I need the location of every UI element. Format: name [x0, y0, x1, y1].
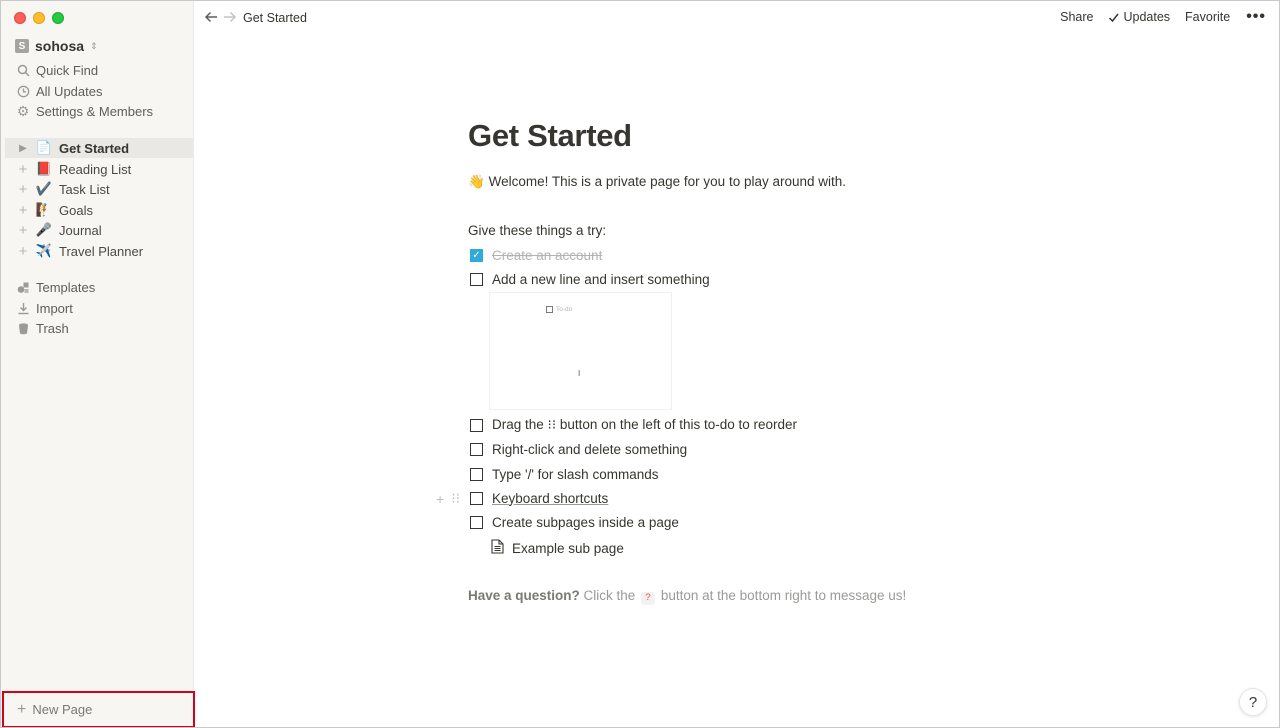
new-page-label: New Page — [32, 702, 93, 717]
sidebar-item-label: Import — [36, 300, 73, 316]
sidebar-import[interactable] — [1, 298, 193, 318]
todo-item — [468, 512, 679, 532]
add-block-plus-icon[interactable]: + — [436, 490, 445, 507]
todo-label[interactable]: Type '/' for slash commands — [492, 466, 659, 482]
more-options-button[interactable]: ••• — [1246, 8, 1266, 25]
updates-label: Updates — [1123, 10, 1171, 24]
help-hint[interactable] — [468, 588, 906, 605]
sidebar-item-label: All Updates — [36, 83, 103, 99]
trash-icon — [16, 321, 30, 335]
sidebar-page-label: Task List — [59, 181, 110, 197]
sidebar-item-label: Settings & Members — [36, 103, 154, 119]
workspace-name: sohosa — [35, 38, 85, 54]
todo-label[interactable]: Drag the ⁝⁝ button on the left of this to-do to reorder — [492, 417, 798, 432]
maximize-window-button[interactable] — [52, 12, 64, 24]
airplane-icon: ✈️ — [35, 243, 53, 258]
gear-icon: ⚙ — [16, 102, 30, 119]
subpage-link[interactable] — [491, 538, 624, 558]
sidebar-page-reading-list[interactable] — [5, 159, 193, 179]
text-cursor-icon: I — [578, 369, 581, 378]
import-icon — [16, 301, 30, 315]
todo-item — [468, 415, 797, 435]
sidebar-templates[interactable] — [1, 277, 193, 297]
help-button[interactable]: ? — [1239, 688, 1267, 716]
triangle-right-icon[interactable]: ▶ — [19, 142, 27, 154]
todo-label[interactable]: Create an account — [492, 247, 603, 263]
checkbox[interactable] — [470, 516, 483, 529]
todo-label-link[interactable]: Keyboard shortcuts — [492, 490, 609, 506]
sidebar-settings-members[interactable] — [1, 101, 193, 121]
sidebar-page-travel-planner[interactable] — [5, 241, 193, 261]
favorite-button[interactable]: Favorite — [1185, 10, 1231, 24]
checkmark-icon — [1108, 12, 1119, 23]
sidebar-page-label: Journal — [59, 222, 102, 238]
checkbox[interactable] — [470, 443, 483, 456]
search-icon — [16, 63, 30, 77]
welcome-label: Welcome! This is a private page for you to play around with. — [488, 174, 847, 189]
sidebar-item-label: Quick Find — [36, 62, 99, 78]
checkbox-checked[interactable]: ✓ — [470, 249, 483, 262]
hint-text-pre: Click the — [583, 588, 636, 603]
workspace-switcher[interactable] — [15, 38, 98, 54]
todo-item — [468, 488, 608, 508]
sidebar-page-get-started[interactable] — [5, 138, 193, 158]
hint-heading: Have a question? — [468, 588, 580, 603]
block-controls — [436, 490, 460, 507]
question-key: ? — [641, 592, 655, 605]
checkbox[interactable] — [470, 273, 483, 286]
share-button[interactable]: Share — [1060, 10, 1094, 24]
checkbox[interactable] — [470, 468, 483, 481]
sidebar-page-label: Travel Planner — [59, 243, 144, 259]
sidebar-item-label: Trash — [36, 320, 69, 336]
sidebar — [1, 1, 194, 728]
back-arrow-icon[interactable] — [204, 10, 220, 26]
topbar — [194, 1, 1280, 35]
welcome-text[interactable] — [468, 174, 846, 190]
mini-todo — [546, 306, 572, 313]
chevron-updown-icon: ⇕ — [90, 40, 98, 51]
clock-icon — [16, 84, 30, 98]
try-heading[interactable]: Give these things a try: — [468, 223, 607, 238]
templates-icon — [16, 280, 30, 294]
sidebar-page-label: Get Started — [59, 140, 130, 156]
wave-icon: 👋 — [468, 174, 485, 189]
sidebar-trash[interactable] — [1, 318, 193, 338]
top-actions — [1045, 10, 1266, 24]
close-window-button[interactable] — [14, 12, 26, 24]
minimize-window-button[interactable] — [33, 12, 45, 24]
sidebar-quick-find[interactable] — [1, 60, 193, 80]
drag-handle-icon[interactable]: ⁝⁝ — [451, 490, 461, 506]
window-controls — [14, 12, 64, 24]
book-icon: 📕 — [35, 161, 53, 176]
updates-button[interactable] — [1108, 10, 1170, 24]
forward-arrow-icon[interactable] — [223, 10, 239, 26]
sidebar-page-journal[interactable] — [5, 220, 193, 240]
sidebar-page-task-list[interactable] — [5, 179, 193, 199]
plus-icon[interactable]: + — [18, 201, 28, 219]
todo-label[interactable]: Add a new line and insert something — [492, 271, 710, 287]
plus-icon[interactable]: + — [18, 221, 28, 239]
mini-todo-label: To-do — [556, 306, 573, 313]
sidebar-page-label: Reading List — [59, 161, 132, 177]
microphone-icon: 🎤 — [35, 222, 53, 237]
sidebar-all-updates[interactable] — [1, 81, 193, 101]
plus-icon[interactable]: + — [18, 180, 28, 198]
checkmark-icon: ✔️ — [35, 181, 53, 196]
hint-text-post: button at the bottom right to message us! — [660, 588, 907, 603]
sidebar-page-goals[interactable] — [5, 200, 193, 220]
document-icon — [491, 539, 504, 557]
todo-item — [468, 245, 602, 265]
climber-icon: 🧗 — [35, 202, 53, 217]
page-title[interactable]: Get Started — [468, 118, 632, 153]
document-icon: 📄 — [35, 140, 53, 155]
breadcrumb[interactable]: Get Started — [243, 11, 307, 25]
todo-item — [468, 269, 710, 289]
workspace-avatar: S — [15, 39, 29, 53]
sidebar-item-label: Templates — [36, 279, 96, 295]
todo-item — [468, 439, 687, 459]
todo-item — [468, 464, 658, 484]
plus-icon[interactable]: + — [18, 160, 28, 178]
todo-label[interactable]: Right-click and delete something — [492, 441, 688, 457]
mini-checkbox — [546, 306, 553, 313]
sidebar-page-label: Goals — [59, 202, 93, 218]
checkbox[interactable] — [470, 492, 483, 505]
new-page-button[interactable] — [2, 691, 195, 728]
checkbox[interactable] — [470, 419, 483, 432]
demo-preview-image — [489, 292, 672, 410]
plus-icon: + — [17, 700, 27, 718]
plus-icon[interactable]: + — [18, 242, 28, 260]
todo-label[interactable]: Create subpages inside a page — [492, 514, 679, 530]
subpage-label: Example sub page — [512, 540, 624, 556]
